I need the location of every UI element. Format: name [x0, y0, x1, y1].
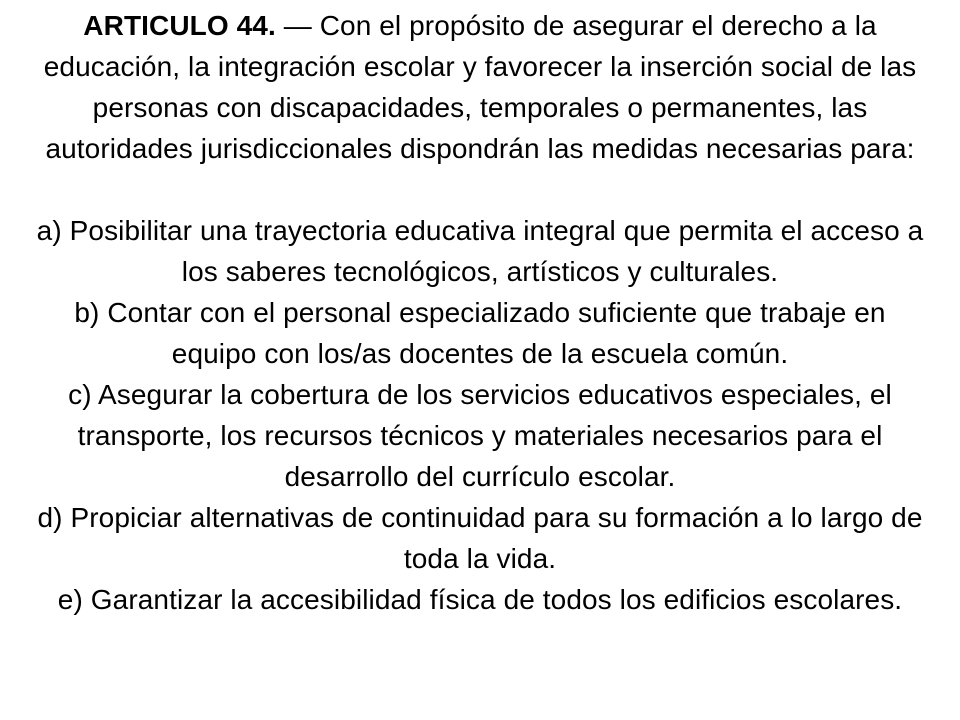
article-label: ARTICULO 44.	[83, 10, 276, 41]
list-item-c: c) Asegurar la cobertura de los servicios educativos especiales, el transporte, los recursos técnicos y materiales necesarios para el desarrollo del currículo escolar.	[68, 379, 892, 492]
list-item-a: a) Posibilitar una trayectoria educativa integral que permita el acceso a los saberes tecnológicos, artísticos y culturales.	[36, 215, 924, 287]
list-item-e: e) Garantizar la accesibilidad física de todos los edificios escolares.	[57, 584, 903, 615]
list-item-d: d) Propiciar alternativas de continuidad para su formación a lo largo de toda la vida.	[37, 502, 923, 574]
article-intro-text: — Con el propósito de asegurar el derecho a la educación, la integración escolar y favorecer la inserción social de las personas con discapacidades, temporales o permanentes, las autoridades jurisdiccionales dispondrán las medidas necesarias para:	[43, 10, 917, 164]
list-item-b: b) Contar con el personal especializado suficiente que trabaje en equipo con los/as docentes de la escuela común.	[74, 297, 886, 369]
paragraph-spacer	[34, 169, 926, 210]
article-intro-paragraph	[34, 5, 926, 169]
